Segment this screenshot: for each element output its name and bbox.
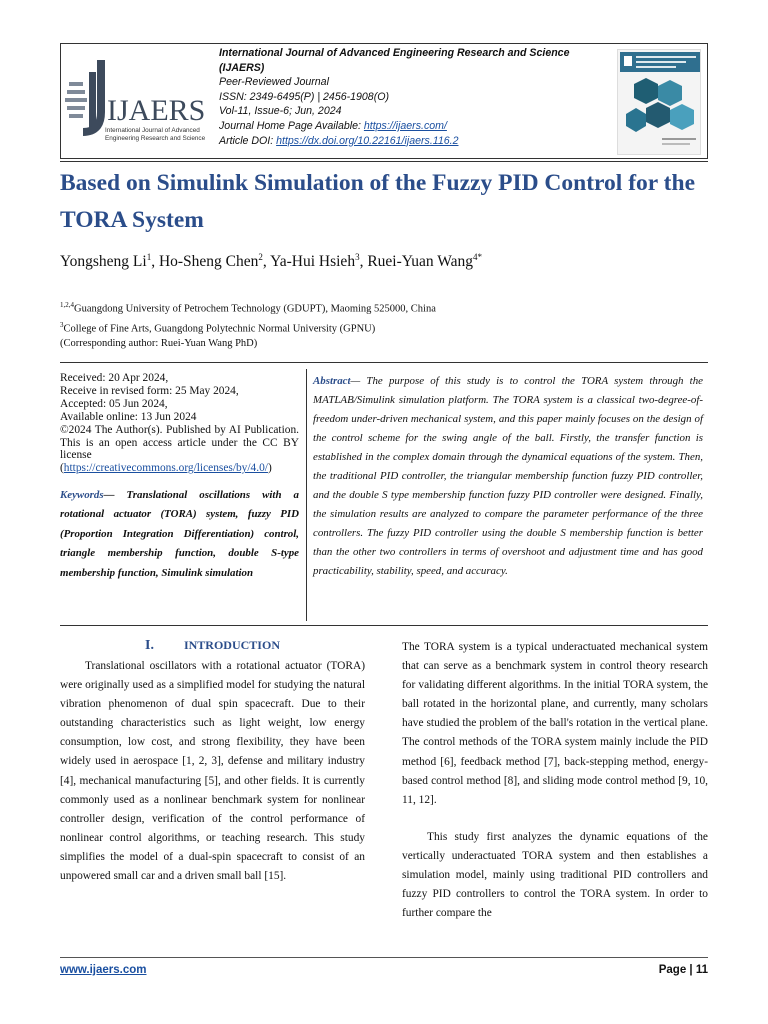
ijaers-logo: [65, 54, 213, 154]
author-4: Ruei-Yuan Wang$^{4*}$: [367, 252, 482, 271]
author-1: Yongsheng Li$^1$,: [60, 252, 159, 271]
intro-paragraph-right-1: The TORA system is a typical underactuated mechanical system that can serve as a benchmark system in control theory research for validating different algorithms. In the initial TORA system, the ball rotated in the horizontal plane, and currently, many scholars have studied the problem of the ball's rotation in the vertical plane. The control methods of the TORA system mainly include the PID method [6], feedback method [7], back-stepping method, energy-based control method [8], and sliding mode control method [9, 10, 11, 12].: [402, 641, 708, 806]
keywords: [60, 486, 299, 583]
received-date: Received: 20 Apr 2024,: [60, 372, 169, 384]
journal-info: [219, 46, 611, 148]
journal-header: [60, 43, 708, 159]
footer-divider: [60, 957, 708, 958]
keywords-label: Keywords: [60, 489, 104, 501]
peer-reviewed-label: Peer-Reviewed Journal: [219, 76, 329, 89]
logo-subtitle-line2: Engineering Research and Science: [105, 135, 206, 142]
keywords-text: — Translational oscillations with a rotational actuator (TORA) system, fuzzy PID (Proportion Integration Differentiation) control, triangle membership function, double S-type membership function, Simulink simulation: [60, 489, 299, 579]
homepage-label: Journal Home Page Available:: [219, 119, 361, 132]
header-divider: [60, 161, 708, 162]
volume-issue: Vol-11, Issue-6; Jun, 2024: [219, 105, 342, 118]
author-2: Ho-Sheng Chen$^2$,: [158, 252, 271, 271]
author-list: [60, 246, 720, 273]
doi-label: Article DOI:: [219, 134, 274, 147]
footer-website-link[interactable]: www.ijaers.com: [60, 964, 147, 976]
license-link[interactable]: https://creativecommons.org/licenses/by/4.0/: [63, 462, 268, 475]
issn: ISSN: 2349-6495(P) | 2456-1908(O): [219, 90, 389, 103]
intro-paragraph-left: Translational oscillators with a rotational actuator (TORA) were originally used as a simplified model for studying the natural vibration phenomenon of dual spin spacecraft. Due to their outstanding characteristics such as light weight, low energy consumption, low cost, and strong flexibility, they have been widely used in aerospace [1, 2, 3], defense and military industry [4], mechanical manufacturing [5], and other fields. It is currently commonly used as a nonlinear benchmark system for nonlinear controller design, verification of the control performance of nonlinear control algorithms, or teaching research. This study simplifies the model of a dual-spin spacecraft to consist of an unpowered small car and a driven small ball [15].: [60, 660, 365, 883]
revised-date: Receive in revised form: 25 May 2024,: [60, 384, 239, 397]
journal-name: International Journal of Advanced Engineering Research and Science: [219, 47, 570, 59]
journal-abbr: (IJAERS): [219, 61, 265, 74]
body-divider: [60, 625, 708, 626]
logo-subtitle-line1: International Journal of Advanced: [105, 127, 200, 134]
journal-cover-image: [617, 49, 701, 155]
abstract-text: — The purpose of this study is to control the TORA system through the MATLAB/Simulink simulation platform. The TORA system is a classical two-degree-of-freedom under-driven mechanical system, and this paper mainly focuses on the design of the control scheme for the swing angle of the ball. Firstly, the transfer function is established in the complex domain through the dynamical equations of the system. Then, the traditional PID controller, the triangular membership function fuzzy PID controller, and the double S type membership function fuzzy PID controller were designed. Finally, the simulation results are analyzed to compare the parameter performance of the three controllers. The fuzzy PID controller using the double S membership function is better than the other two controllers in terms of overshoot and adjustment time and has good practicability, stability, speed, and accuracy.: [313, 375, 703, 577]
license-statement: ©2024 The Author(s). Published by AI Publication. This is an open access article under the CC BY license (https://creativecommons.org/licenses/by/4.0/): [60, 423, 299, 475]
affiliation-2: $^3$College of Fine Arts, Guangdong Polytechnic Normal University (GPNU): [60, 321, 376, 335]
corresponding-author: (Corresponding author: Ruei-Yuan Wang PhD): [60, 338, 258, 349]
logo-wordmark: IJAERS: [107, 94, 206, 127]
affiliation-1: $^{1,2,4}$Guangdong University of Petrochem Technology (GDUPT), Maoming 525000, China: [60, 301, 436, 315]
intro-paragraph-right-2: This study first analyzes the dynamic equations of the vertically underactuated TORA system and then establishes a simulation model, mainly using traditional PID controllers and fuzzy PID controllers to control the TORA system. In order to further compare the: [402, 831, 708, 920]
section-number: I.: [145, 638, 154, 653]
page-number: Page | 11: [658, 964, 708, 976]
doi-line: [219, 134, 611, 149]
section-title: INTRODUCTION: [183, 638, 280, 652]
abstract-label: Abstract: [313, 375, 351, 387]
article-title: Based on Simulink Simulation of the Fuzzy PID Control for the TORA System: [60, 170, 695, 233]
homepage-line: [219, 119, 611, 134]
abstract: [313, 372, 703, 581]
section-heading-introduction: [60, 638, 365, 654]
article-info: [60, 372, 299, 475]
accepted-date: Accepted: 05 Jun 2024,: [60, 397, 168, 410]
column-divider: [306, 369, 307, 621]
doi-link[interactable]: https://dx.doi.org/10.22161/ijaers.116.2: [276, 134, 459, 147]
abstract-divider: [60, 362, 708, 363]
online-date: Available online: 13 Jun 2024: [60, 410, 197, 423]
homepage-link[interactable]: https://ijaers.com/: [363, 119, 447, 132]
author-3: Ya-Hui Hsieh$^3$,: [270, 252, 368, 271]
